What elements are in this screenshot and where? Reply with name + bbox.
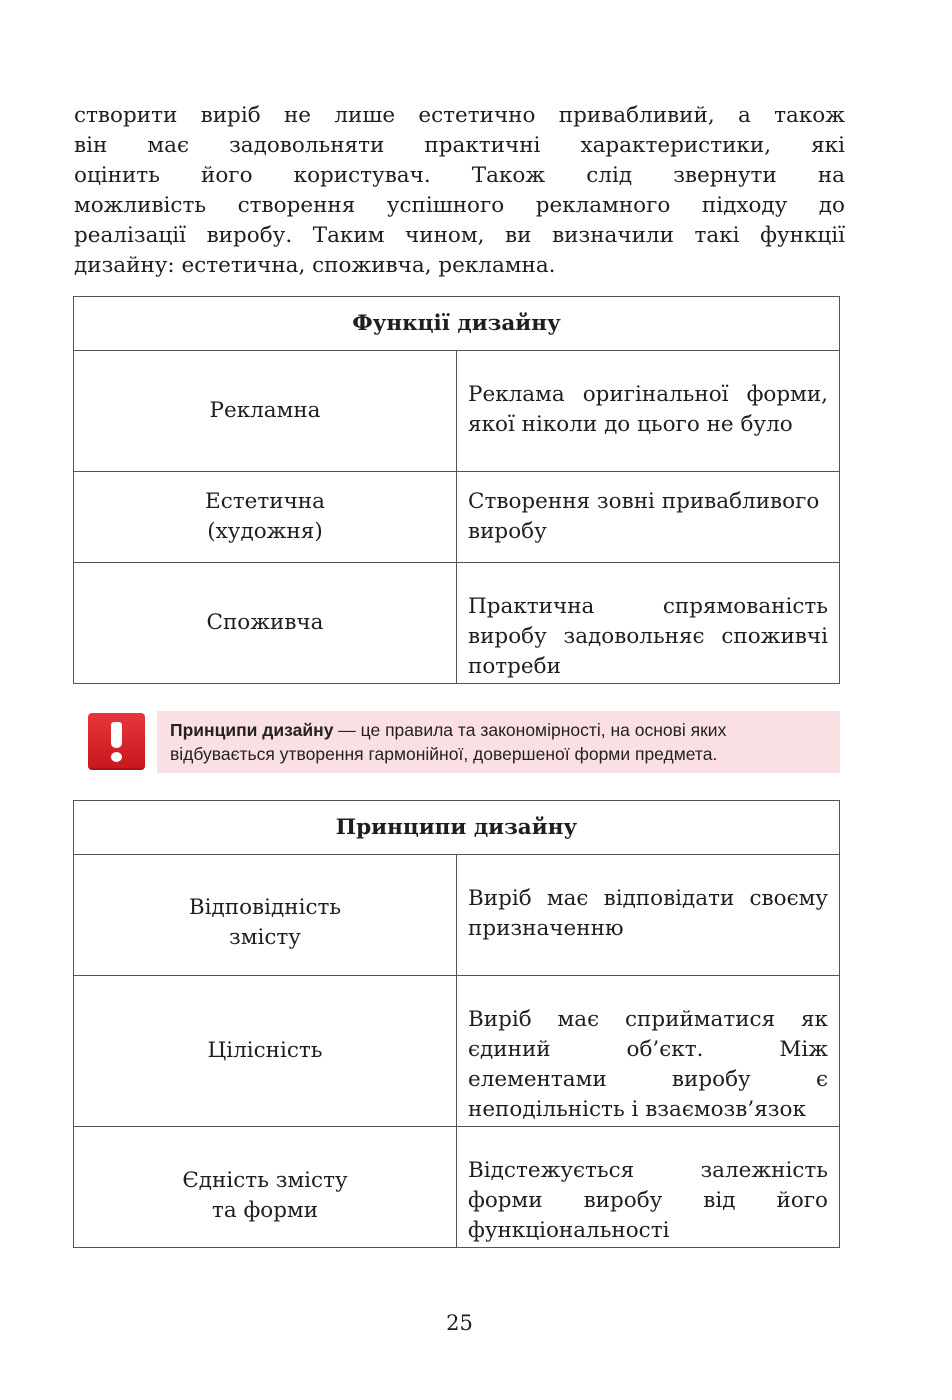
principle-description: Виріб має відповідати своєму призначенню <box>457 855 840 976</box>
intro-line: він має задовольняти практичні характеристики, які <box>74 133 845 158</box>
function-name: Споживча <box>74 563 457 684</box>
table-title: Функції дизайну <box>74 297 840 351</box>
principle-name-line: та форми <box>211 1198 319 1223</box>
table-row <box>74 563 840 684</box>
notice-term: Принципи дизайну <box>170 720 334 740</box>
exclamation-icon <box>88 713 145 770</box>
function-name <box>74 472 457 563</box>
function-description: Реклама оригінальної форми, якої ніколи до цього не було <box>457 351 840 472</box>
principle-name <box>74 1127 457 1248</box>
intro-paragraph <box>74 101 845 281</box>
notice-text <box>157 711 840 773</box>
table-title: Принципи дизайну <box>74 801 840 855</box>
principle-name-line: змісту <box>229 925 301 950</box>
principle-name-line: Єдність змісту <box>182 1168 348 1193</box>
definition-notice <box>88 711 840 773</box>
intro-line: можливість створення успішного рекламного підходу до <box>74 193 845 218</box>
intro-line: реалізації виробу. Таким чином, ви визначили такі функції <box>74 223 845 248</box>
design-functions-table <box>73 296 840 684</box>
function-name: Рекламна <box>74 351 457 472</box>
notice-definition: — це правила та закономірності, на основі яких відбувається утворення гармонійної, довершеної форми предмета. <box>170 720 727 764</box>
table-row <box>74 1127 840 1248</box>
function-description: Практична спрямованість виробу задовольняє споживчі потреби <box>457 563 840 684</box>
table-row <box>74 472 840 563</box>
table-row <box>74 855 840 976</box>
function-name-line: (художня) <box>207 519 323 544</box>
principle-name: Цілісність <box>74 976 457 1127</box>
table-row <box>74 976 840 1127</box>
intro-line: оцінить його користувач. Також слід звернути на <box>74 163 845 188</box>
design-principles-table <box>73 800 840 1248</box>
principle-description: Виріб має сприйматися як єдиний об’єкт. Між елементами виробу є неподільність і взаємозв’язок <box>457 976 840 1127</box>
principle-name <box>74 855 457 976</box>
table-header-row <box>74 801 840 855</box>
table-row <box>74 351 840 472</box>
intro-line: дизайну: естетична, споживча, рекламна. <box>74 253 556 278</box>
function-description: Створення зовні привабливого виробу <box>457 472 840 563</box>
function-name-line: Естетична <box>205 489 325 514</box>
intro-line: створити виріб не лише естетично привабливий, а також <box>74 103 845 128</box>
page-number: 25 <box>446 1311 473 1335</box>
principle-name-line: Відповідність <box>188 895 342 920</box>
table-header-row <box>74 297 840 351</box>
principle-description: Відстежується залежність форми виробу від його функціональності <box>457 1127 840 1248</box>
